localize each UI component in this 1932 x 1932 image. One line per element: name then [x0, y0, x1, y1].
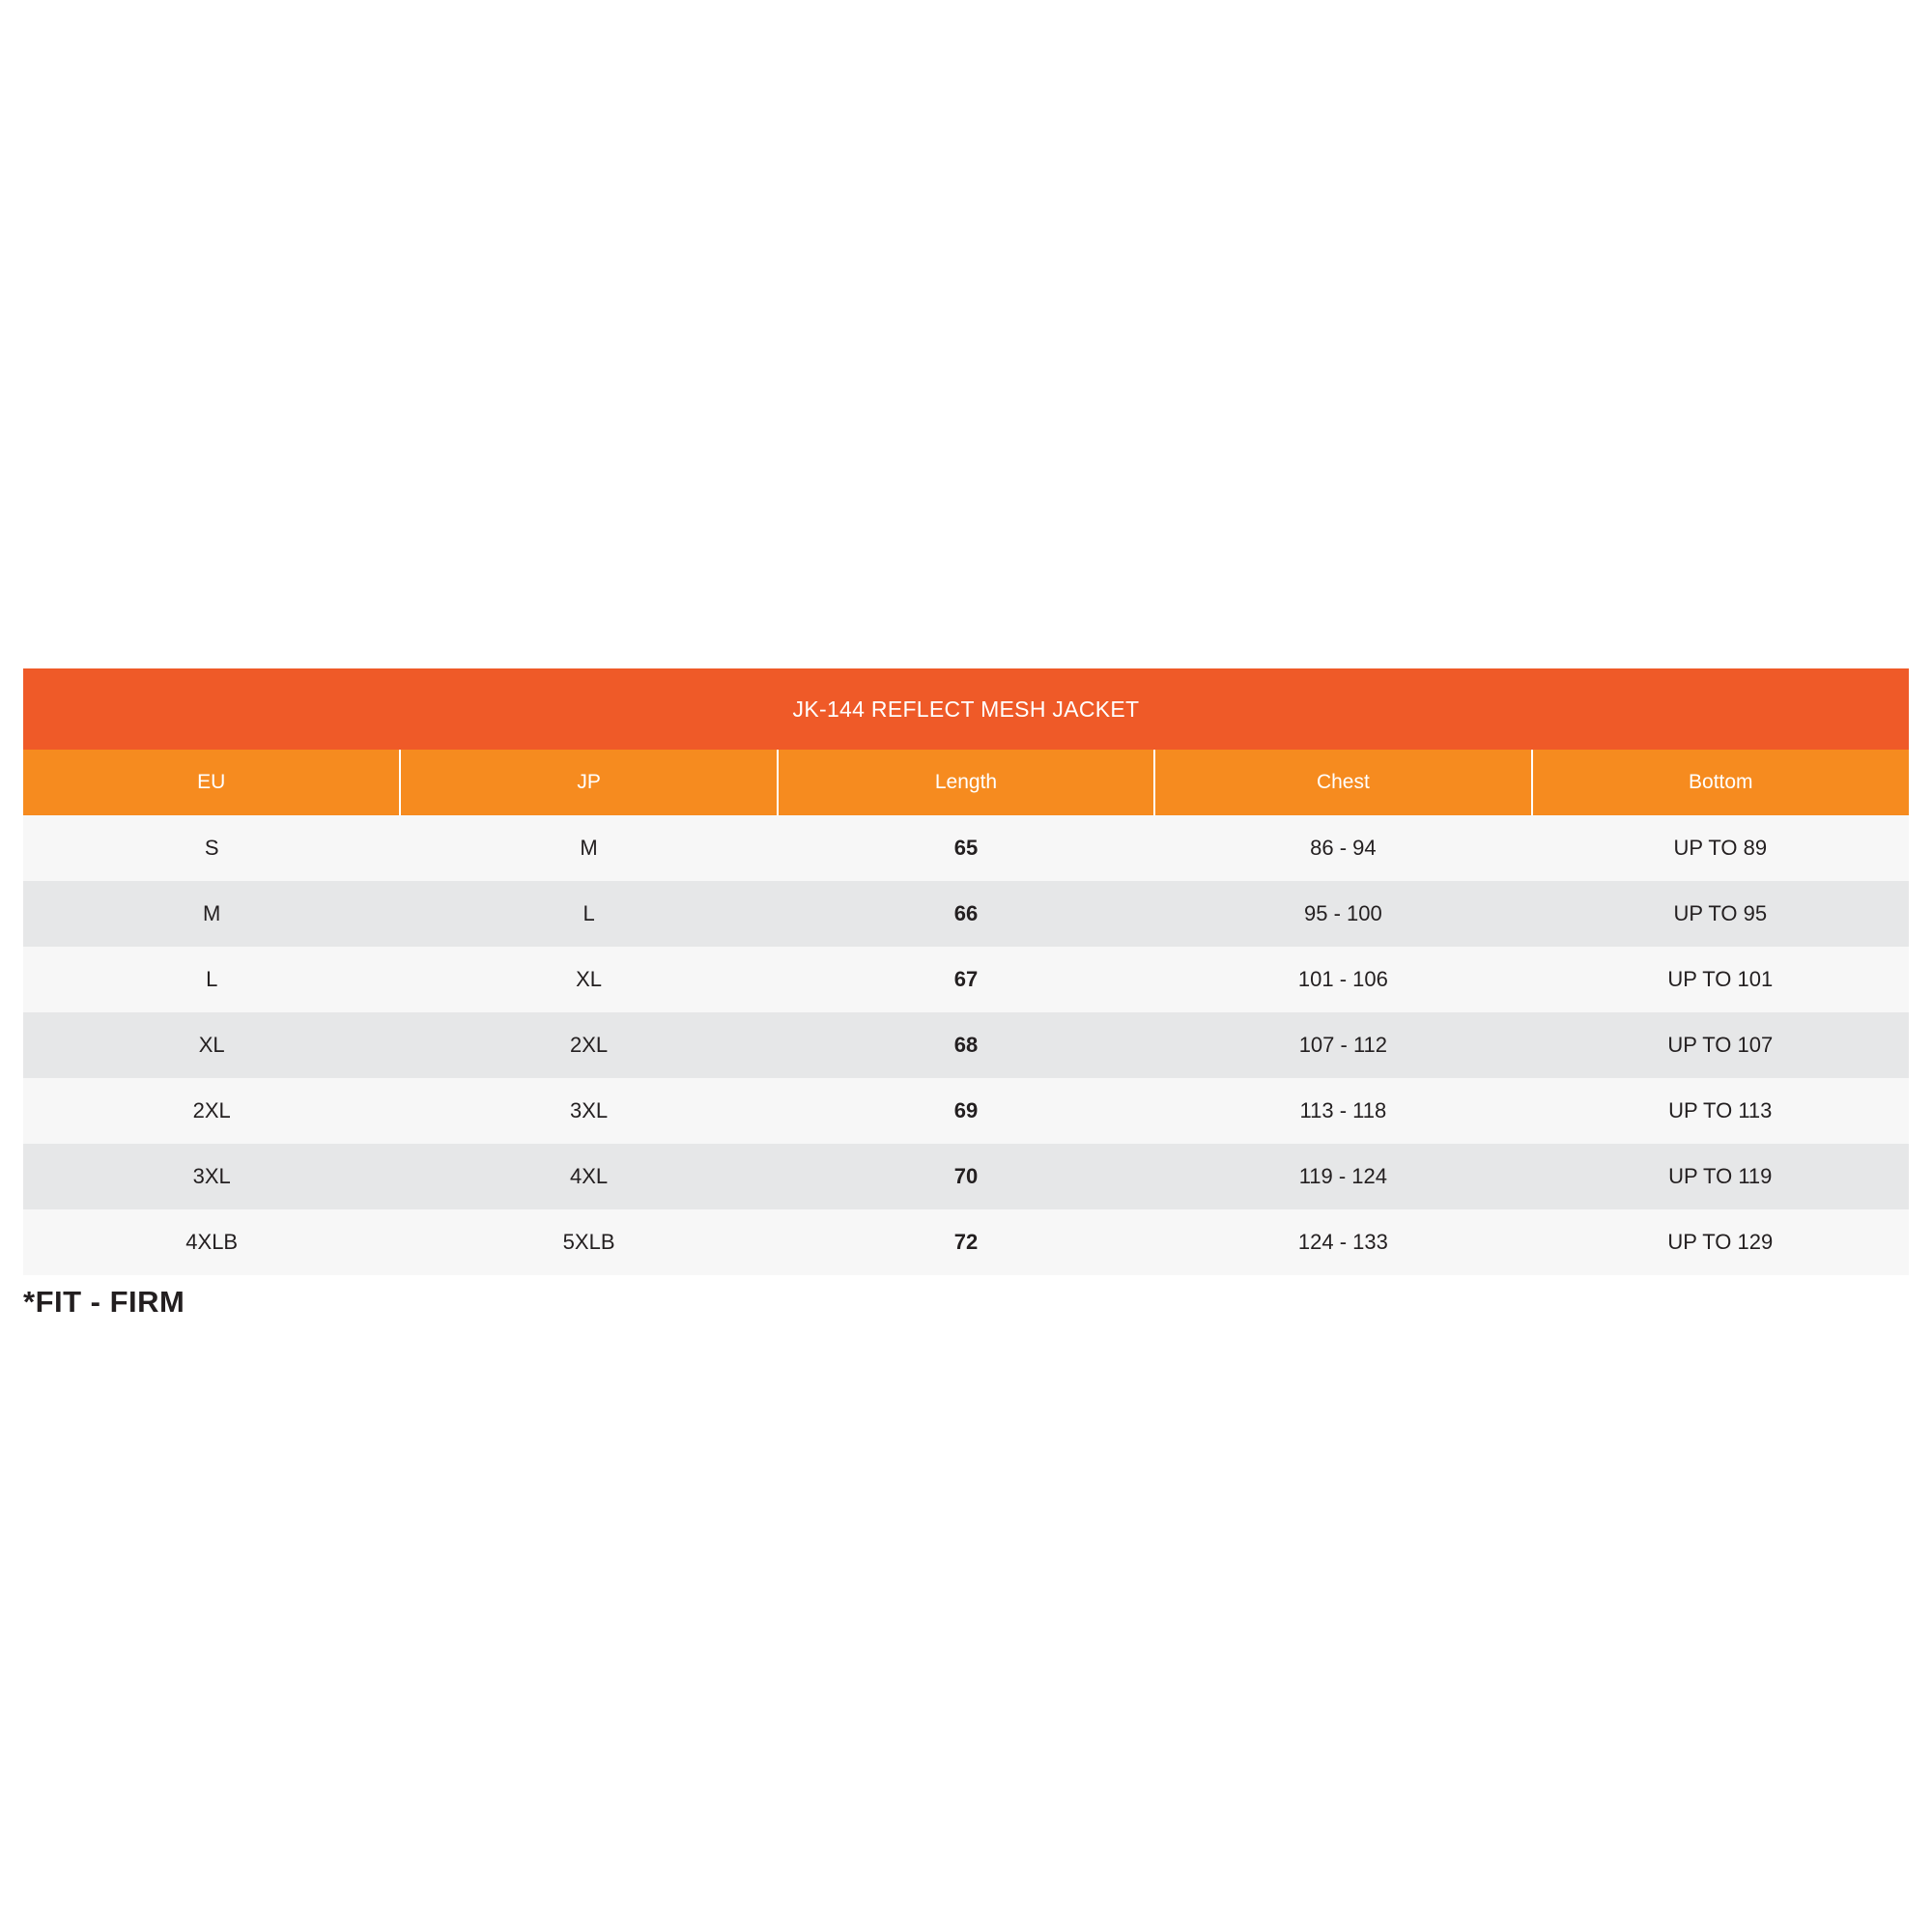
column-header-eu: EU: [23, 750, 400, 815]
cell-chest: 124 - 133: [1154, 1209, 1531, 1275]
cell-eu: S: [23, 815, 400, 881]
cell-length: 72: [778, 1209, 1154, 1275]
table-row: [23, 947, 1909, 1012]
cell-jp: XL: [400, 947, 777, 1012]
table-row: [23, 1209, 1909, 1275]
cell-chest: 101 - 106: [1154, 947, 1531, 1012]
table-title-row: [23, 668, 1909, 750]
cell-length: 66: [778, 881, 1154, 947]
cell-jp: L: [400, 881, 777, 947]
cell-bottom: UP TO 113: [1532, 1078, 1909, 1144]
cell-eu: 3XL: [23, 1144, 400, 1209]
title-spacer-left2: [400, 668, 777, 750]
page-title: JK-144 REFLECT MESH JACKET: [778, 668, 1154, 750]
table-row: [23, 881, 1909, 947]
cell-length: 68: [778, 1012, 1154, 1078]
size-chart-table: [23, 668, 1909, 1275]
cell-jp: 2XL: [400, 1012, 777, 1078]
cell-bottom: UP TO 107: [1532, 1012, 1909, 1078]
cell-chest: 113 - 118: [1154, 1078, 1531, 1144]
cell-eu: XL: [23, 1012, 400, 1078]
cell-chest: 95 - 100: [1154, 881, 1531, 947]
cell-bottom: UP TO 95: [1532, 881, 1909, 947]
cell-bottom: UP TO 89: [1532, 815, 1909, 881]
table-row: [23, 815, 1909, 881]
cell-length: 65: [778, 815, 1154, 881]
size-chart-table-wrap: [23, 668, 1909, 1275]
table-row: [23, 1144, 1909, 1209]
column-header-length: Length: [778, 750, 1154, 815]
column-header-bottom: Bottom: [1532, 750, 1909, 815]
table-header-row: [23, 750, 1909, 815]
cell-chest: 107 - 112: [1154, 1012, 1531, 1078]
cell-chest: 119 - 124: [1154, 1144, 1531, 1209]
cell-eu: M: [23, 881, 400, 947]
column-header-chest: Chest: [1154, 750, 1531, 815]
cell-eu: 2XL: [23, 1078, 400, 1144]
cell-jp: 4XL: [400, 1144, 777, 1209]
title-spacer-right2: [1532, 668, 1909, 750]
title-spacer-right: [1154, 668, 1531, 750]
column-header-jp: JP: [400, 750, 777, 815]
cell-bottom: UP TO 101: [1532, 947, 1909, 1012]
cell-length: 67: [778, 947, 1154, 1012]
cell-bottom: UP TO 119: [1532, 1144, 1909, 1209]
cell-jp: 5XLB: [400, 1209, 777, 1275]
cell-eu: 4XLB: [23, 1209, 400, 1275]
cell-eu: L: [23, 947, 400, 1012]
cell-chest: 86 - 94: [1154, 815, 1531, 881]
cell-length: 70: [778, 1144, 1154, 1209]
fit-footnote: *FIT - FIRM: [23, 1285, 185, 1319]
cell-bottom: UP TO 129: [1532, 1209, 1909, 1275]
cell-jp: 3XL: [400, 1078, 777, 1144]
cell-length: 69: [778, 1078, 1154, 1144]
title-spacer-left: [23, 668, 400, 750]
table-row: [23, 1078, 1909, 1144]
cell-jp: M: [400, 815, 777, 881]
table-row: [23, 1012, 1909, 1078]
